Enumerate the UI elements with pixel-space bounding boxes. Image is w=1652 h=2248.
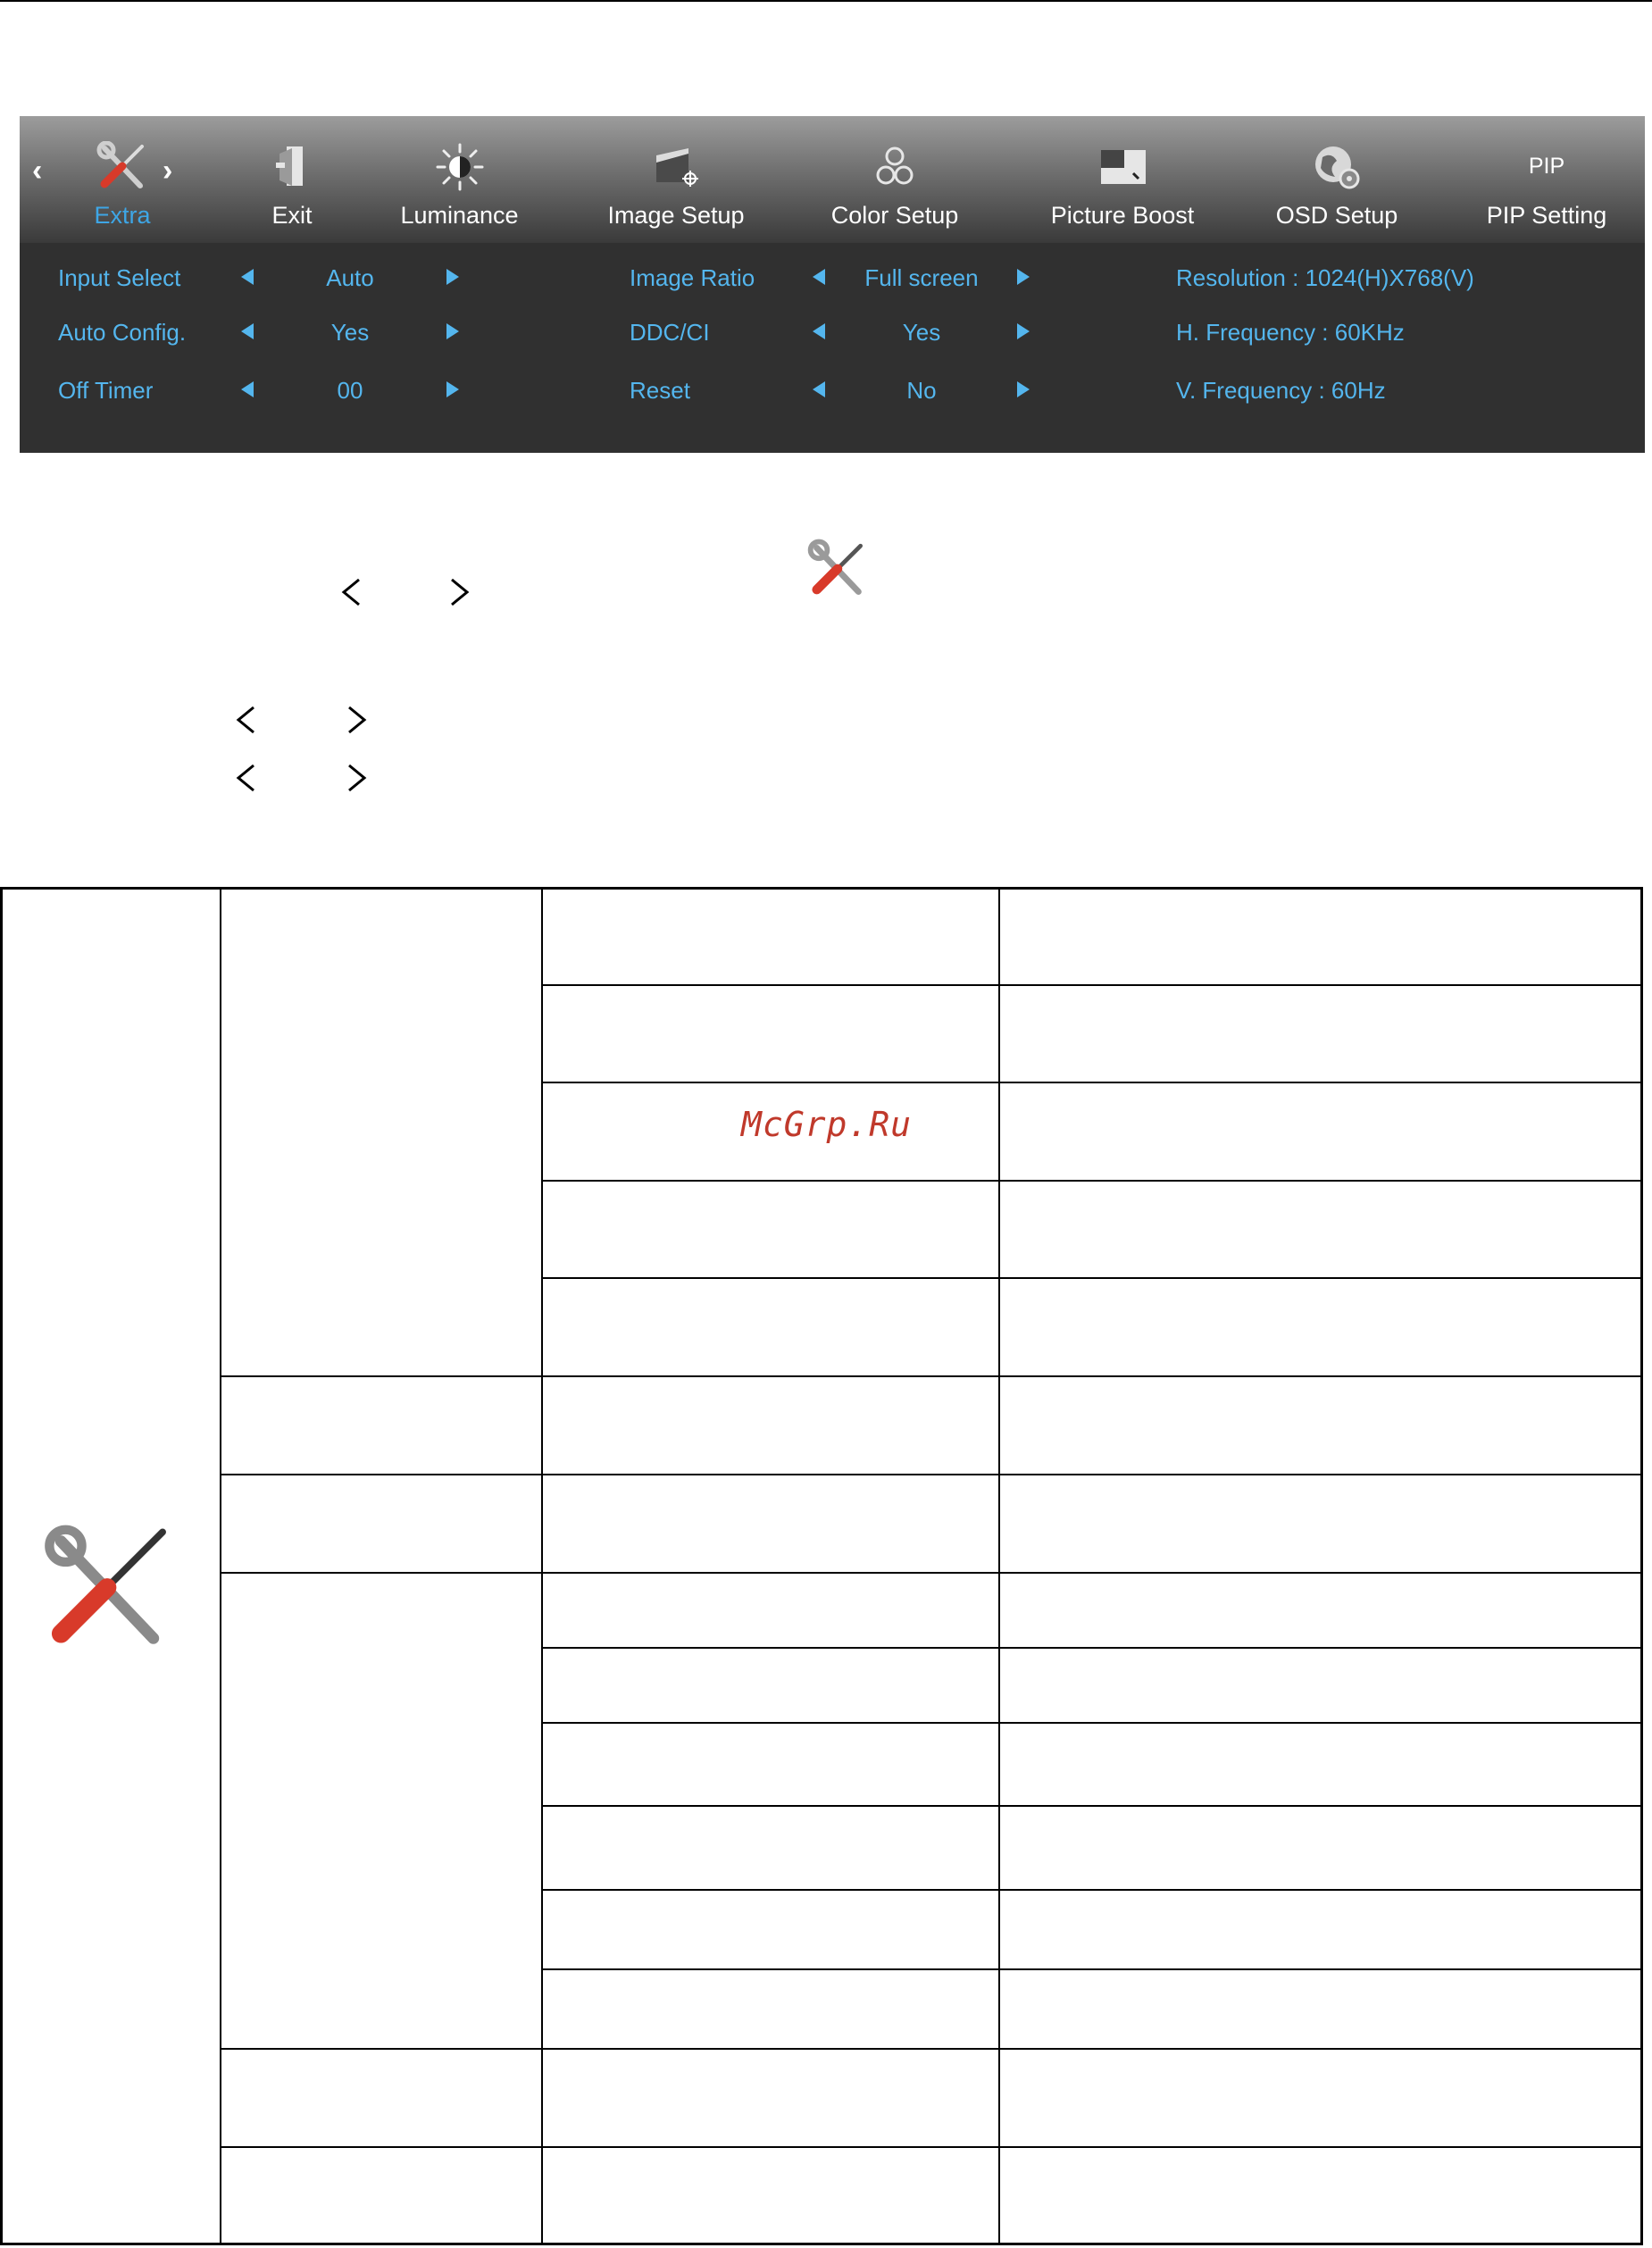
tab-prev-chevron-icon[interactable]: ‹ [32,154,43,188]
tab-color-setup[interactable] [797,116,993,243]
tab-label: Picture Boost [1050,202,1195,229]
info-v-frequency: V. Frequency : 60Hz [1176,377,1386,404]
row-divider [541,1722,1643,1724]
tab-label: OSD Setup [1275,202,1398,229]
osd-settings-panel [20,243,1645,453]
tab-label: Exit [271,202,313,229]
exit-door-icon [265,141,319,193]
watermark: McGrp.Ru [741,1105,913,1144]
decrease-arrow-icon[interactable] [813,381,825,397]
setting-value-reset: No [906,377,937,404]
setting-value-auto-config: Yes [330,319,370,346]
setting-value-ddc-ci: Yes [902,319,941,346]
setting-value-image-ratio: Full screen [864,264,979,291]
tab-label: Extra [94,202,151,229]
row-divider [541,1277,1643,1279]
top-rule [0,0,1652,2]
setting-label-input-select: Input Select [58,264,181,291]
column-divider [998,887,1000,2245]
table-border [0,887,1643,890]
left-chevron-icon [339,576,363,608]
decrease-arrow-icon[interactable] [241,269,254,285]
increase-arrow-icon[interactable] [446,323,459,339]
increase-arrow-icon[interactable] [1017,381,1030,397]
image-setup-icon [649,141,703,193]
left-chevron-icon [234,762,257,794]
tab-luminance[interactable] [377,116,542,243]
info-h-frequency: H. Frequency : 60KHz [1176,319,1405,346]
column-divider [541,887,543,2245]
setting-label-image-ratio: Image Ratio [630,264,755,291]
decrease-arrow-icon[interactable] [241,381,254,397]
settings-table [0,887,1643,2245]
info-resolution: Resolution : 1024(H)X768(V) [1176,264,1474,291]
tools-icon [96,141,149,193]
row-divider [541,1082,1643,1083]
tab-extra[interactable] [46,116,198,243]
tab-label: PIP Setting [1486,202,1607,229]
row-divider [220,1572,1643,1574]
setting-label-auto-config: Auto Config. [58,319,187,346]
tools-icon [806,539,869,601]
decrease-arrow-icon[interactable] [813,323,825,339]
row-divider [541,984,1643,986]
row-divider [220,1375,1643,1377]
column-divider [220,887,221,2245]
setting-label-off-timer: Off Timer [58,377,154,404]
tab-picture-boost[interactable] [1015,116,1230,243]
row-divider [541,1647,1643,1649]
table-border [0,2243,1643,2245]
tab-label: Image Setup [607,202,745,229]
tab-label: Luminance [400,202,519,229]
globe-gear-icon [1310,141,1364,193]
row-divider [541,1180,1643,1182]
tab-label: Color Setup [830,202,959,229]
pip-icon: PIP [1528,154,1565,179]
row-divider [220,2048,1643,2050]
increase-arrow-icon[interactable] [1017,269,1030,285]
tab-pip-setting[interactable] [1448,116,1645,243]
setting-label-reset: Reset [630,377,690,404]
tab-exit[interactable] [225,116,359,243]
left-chevron-icon [234,704,257,736]
tab-osd-setup[interactable] [1247,116,1426,243]
setting-value-input-select: Auto [326,264,374,291]
row-divider [541,1805,1643,1807]
osd-menu [20,116,1645,453]
row-divider [541,1889,1643,1891]
increase-arrow-icon[interactable] [446,269,459,285]
row-divider [541,1968,1643,1970]
osd-tab-bar [20,116,1645,243]
picture-boost-icon [1096,141,1149,193]
right-chevron-icon [346,762,369,794]
tab-image-setup[interactable] [573,116,779,243]
sun-icon [433,141,487,193]
row-divider [220,1474,1643,1475]
color-circles-icon [868,141,922,193]
tab-next-chevron-icon[interactable]: › [163,154,173,188]
decrease-arrow-icon[interactable] [813,269,825,285]
decrease-arrow-icon[interactable] [241,323,254,339]
increase-arrow-icon[interactable] [1017,323,1030,339]
setting-label-ddc-ci: DDC/CI [630,319,710,346]
tools-icon [36,1523,179,1657]
table-border [1640,887,1643,2245]
right-chevron-icon [346,704,369,736]
increase-arrow-icon[interactable] [446,381,459,397]
row-divider [220,2146,1643,2148]
right-chevron-icon [448,576,471,608]
setting-value-off-timer: 00 [337,377,363,404]
table-border [0,887,3,2245]
